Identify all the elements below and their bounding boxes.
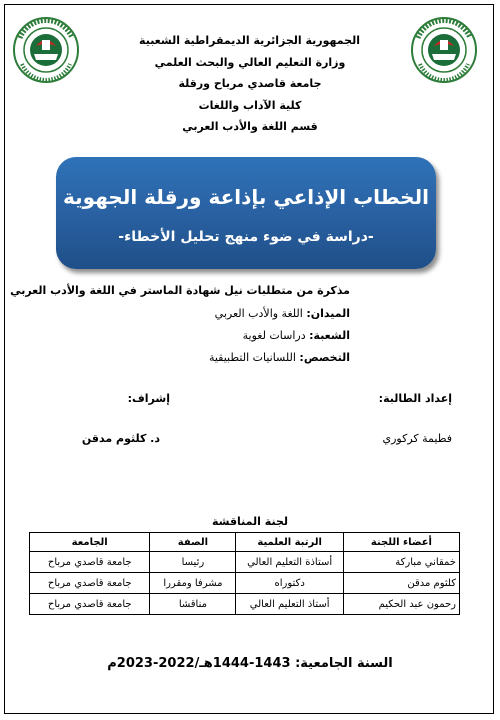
- committee-title: لجنة المناقشة: [211, 515, 288, 528]
- field-specialty-value: اللسانيات التطبيقية: [208, 351, 296, 364]
- supervisor-label: إشراف:: [127, 392, 170, 405]
- member-role: مناقشا: [150, 594, 236, 615]
- member-role: رئيسا: [150, 552, 236, 573]
- member-rank: دكتوراه: [236, 573, 344, 594]
- table-row: [30, 594, 460, 615]
- member-rank: أستاذ التعليم العالي: [236, 594, 344, 615]
- table-row: [30, 573, 460, 594]
- committee-header-row: [30, 533, 460, 552]
- member-university: جامعة قاصدي مرباح: [30, 552, 150, 573]
- committee-header-role: الصفة: [150, 533, 236, 552]
- committee-table: [29, 532, 460, 615]
- member-name: رحمون عبد الحكيم: [343, 594, 459, 615]
- field-branch-value: دراسات لغوية: [242, 329, 306, 342]
- academic-year: السنة الجامعية: 1443-1444هـ/2022-2023م: [107, 656, 393, 671]
- thesis-title: الخطاب الإذاعي بإذاعة ورقلة الجهوية: [63, 185, 429, 209]
- field-domain: [215, 307, 350, 320]
- title-box: [56, 157, 436, 269]
- university-logo-right: [410, 16, 478, 84]
- header-line-university: جامعة قاصدي مرباح ورقلة: [178, 77, 322, 90]
- member-role: مشرفا ومقررا: [150, 573, 236, 594]
- supervisor-name: د. كلثوم مدقن: [81, 432, 160, 445]
- member-name: كلثوم مدقن: [343, 573, 459, 594]
- field-specialty-label: التخصص:: [299, 351, 350, 364]
- member-rank: أستاذة التعليم العالي: [236, 552, 344, 573]
- field-specialty: [209, 351, 350, 364]
- member-university: جامعة قاصدي مرباح: [30, 573, 150, 594]
- memo-statement: مذكرة من متطلبات نيل شهادة الماستر في اللغة والأدب العربي: [10, 284, 350, 297]
- header-line-faculty: كلية الآداب واللغات: [198, 98, 302, 112]
- institution-header: [140, 30, 360, 138]
- header-line-department: قسم اللغة والأدب العربي: [182, 120, 318, 133]
- member-name: خمقاني مباركة: [343, 552, 459, 573]
- field-domain-label: الميدان:: [306, 307, 350, 320]
- university-logo-left: [12, 16, 80, 84]
- field-branch: [243, 329, 350, 342]
- member-university: جامعة قاصدي مرباح: [30, 594, 150, 615]
- committee-header-university: الجامعة: [30, 533, 150, 552]
- student-name: فطيمة كركوري: [382, 432, 452, 445]
- prepared-by-label: إعداد الطالبة:: [378, 392, 452, 405]
- field-branch-label: الشعبة:: [309, 329, 350, 342]
- header-line-ministry: وزارة التعليم العالي والبحث العلمي: [154, 55, 346, 69]
- table-row: [30, 552, 460, 573]
- committee-header-members: أعضاء اللجنة: [343, 533, 459, 552]
- thesis-subtitle: -دراسة في ضوء منهج تحليل الأخطاء-: [118, 229, 374, 245]
- header-line-republic: الجمهورية الجزائرية الديمقراطية الشعبية: [139, 34, 360, 47]
- committee-header-rank: الرتبة العلمية: [236, 533, 344, 552]
- field-domain-value: اللغة والأدب العربي: [214, 307, 303, 320]
